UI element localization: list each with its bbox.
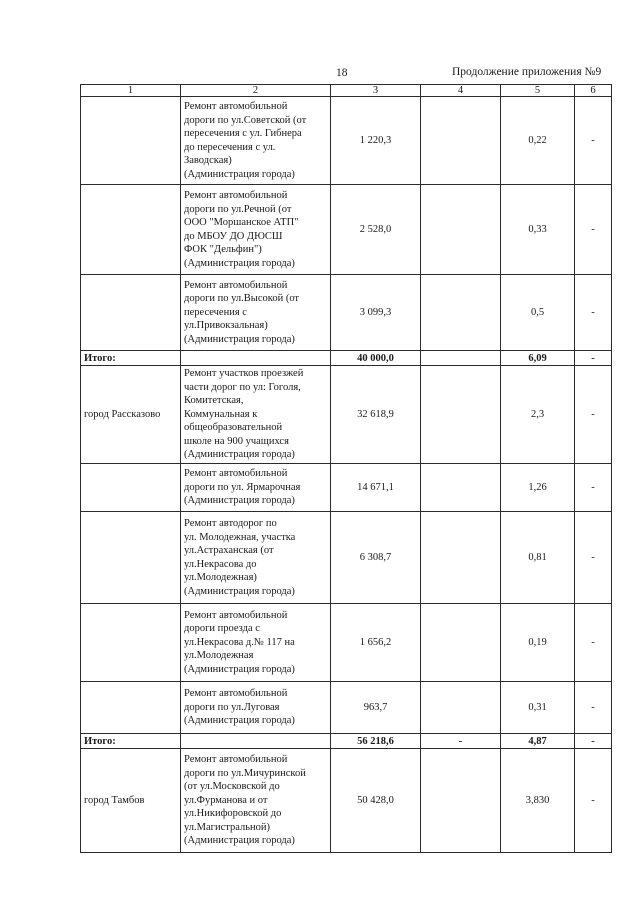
column-4-cell <box>421 351 501 366</box>
amount-cell: 40 000,0 <box>331 351 421 366</box>
table-row <box>81 464 612 512</box>
volume-cell: 0,19 <box>501 604 575 682</box>
description-cell: Ремонт автодорог по ул. Молодежная, участка ул.Астраханская (от ул.Некрасова до ул.Молодежная) (Администрация города) <box>181 512 331 604</box>
roads-repair-table <box>80 84 612 853</box>
column-6-cell: - <box>575 185 612 275</box>
column-header: 4 <box>421 85 501 97</box>
amount-cell: 3 099,3 <box>331 275 421 351</box>
column-4-cell <box>421 512 501 604</box>
total-label: Итого: <box>81 351 181 366</box>
description-cell <box>181 351 331 366</box>
column-4-cell <box>421 185 501 275</box>
amount-cell: 56 218,6 <box>331 734 421 749</box>
column-4-cell: - <box>421 734 501 749</box>
column-6-cell: - <box>575 366 612 464</box>
municipality-cell <box>81 682 181 734</box>
total-row <box>81 351 612 366</box>
column-4-cell <box>421 749 501 853</box>
volume-cell: 0,81 <box>501 512 575 604</box>
column-6-cell: - <box>575 512 612 604</box>
column-6-cell: - <box>575 734 612 749</box>
description-cell <box>181 734 331 749</box>
appendix-note: Продолжение приложения №9 <box>452 66 602 78</box>
column-6-cell: - <box>575 682 612 734</box>
amount-cell: 963,7 <box>331 682 421 734</box>
volume-cell: 0,5 <box>501 275 575 351</box>
column-header: 5 <box>501 85 575 97</box>
description-cell: Ремонт автомобильной дороги по ул.Мичуринской (от ул.Московской до ул.Фурманова и от ул.Никифоровской до ул.Магистральной) (Администрация города) <box>181 749 331 853</box>
column-6-cell: - <box>575 604 612 682</box>
column-6-cell: - <box>575 97 612 185</box>
column-6-cell: - <box>575 275 612 351</box>
description-cell: Ремонт автомобильной дороги проезда с ул.Некрасова д.№ 117 на ул.Молодежная (Администрация города) <box>181 604 331 682</box>
volume-cell: 0,33 <box>501 185 575 275</box>
municipality-cell <box>81 512 181 604</box>
municipality-cell <box>81 275 181 351</box>
table-row <box>81 749 612 853</box>
amount-cell: 32 618,9 <box>331 366 421 464</box>
volume-cell: 3,830 <box>501 749 575 853</box>
table-row <box>81 275 612 351</box>
column-6-cell: - <box>575 749 612 853</box>
total-label: Итого: <box>81 734 181 749</box>
column-6-cell: - <box>575 464 612 512</box>
volume-cell: 6,09 <box>501 351 575 366</box>
amount-cell: 1 656,2 <box>331 604 421 682</box>
amount-cell: 1 220,3 <box>331 97 421 185</box>
municipality-cell <box>81 604 181 682</box>
column-header: 3 <box>331 85 421 97</box>
description-cell: Ремонт автомобильной дороги по ул.Советской (от пересечения с ул. Гибнера до пересечения с ул. Заводская) (Администрация города) <box>181 97 331 185</box>
table-row <box>81 682 612 734</box>
amount-cell: 14 671,1 <box>331 464 421 512</box>
column-header: 1 <box>81 85 181 97</box>
municipality-cell: город Тамбов <box>81 749 181 853</box>
description-cell: Ремонт автомобильной дороги по ул.Высокой (от пересечения с ул.Привокзальная) (Администрация города) <box>181 275 331 351</box>
column-number-row <box>81 85 612 97</box>
table-row <box>81 512 612 604</box>
column-4-cell <box>421 275 501 351</box>
description-cell: Ремонт автомобильной дороги по ул.Луговая (Администрация города) <box>181 682 331 734</box>
municipality-cell: город Рассказово <box>81 366 181 464</box>
description-cell: Ремонт участков проезжей части дорог по ул: Гоголя, Комитетская, Коммунальная к общеобразовательной школе на 900 учащихся (Администрация города) <box>181 366 331 464</box>
municipality-cell <box>81 185 181 275</box>
description-cell: Ремонт автомобильной дороги по ул.Речной (от ООО "Моршанское АТП" до МБОУ ДО ДЮСШ ФОК "Дельфин") (Администрация города) <box>181 185 331 275</box>
municipality-cell <box>81 464 181 512</box>
description-cell: Ремонт автомобильной дороги по ул. Ярмарочная (Администрация города) <box>181 464 331 512</box>
volume-cell: 4,87 <box>501 734 575 749</box>
total-row <box>81 734 612 749</box>
column-header: 2 <box>181 85 331 97</box>
volume-cell: 1,26 <box>501 464 575 512</box>
amount-cell: 2 528,0 <box>331 185 421 275</box>
amount-cell: 6 308,7 <box>331 512 421 604</box>
page-number: 18 <box>336 67 348 79</box>
municipality-cell <box>81 97 181 185</box>
table-row <box>81 366 612 464</box>
amount-cell: 50 428,0 <box>331 749 421 853</box>
table-row <box>81 604 612 682</box>
table-row <box>81 97 612 185</box>
volume-cell: 0,31 <box>501 682 575 734</box>
column-4-cell <box>421 464 501 512</box>
column-6-cell: - <box>575 351 612 366</box>
column-4-cell <box>421 366 501 464</box>
volume-cell: 2,3 <box>501 366 575 464</box>
column-header: 6 <box>575 85 612 97</box>
volume-cell: 0,22 <box>501 97 575 185</box>
table-row <box>81 185 612 275</box>
column-4-cell <box>421 604 501 682</box>
column-4-cell <box>421 682 501 734</box>
column-4-cell <box>421 97 501 185</box>
